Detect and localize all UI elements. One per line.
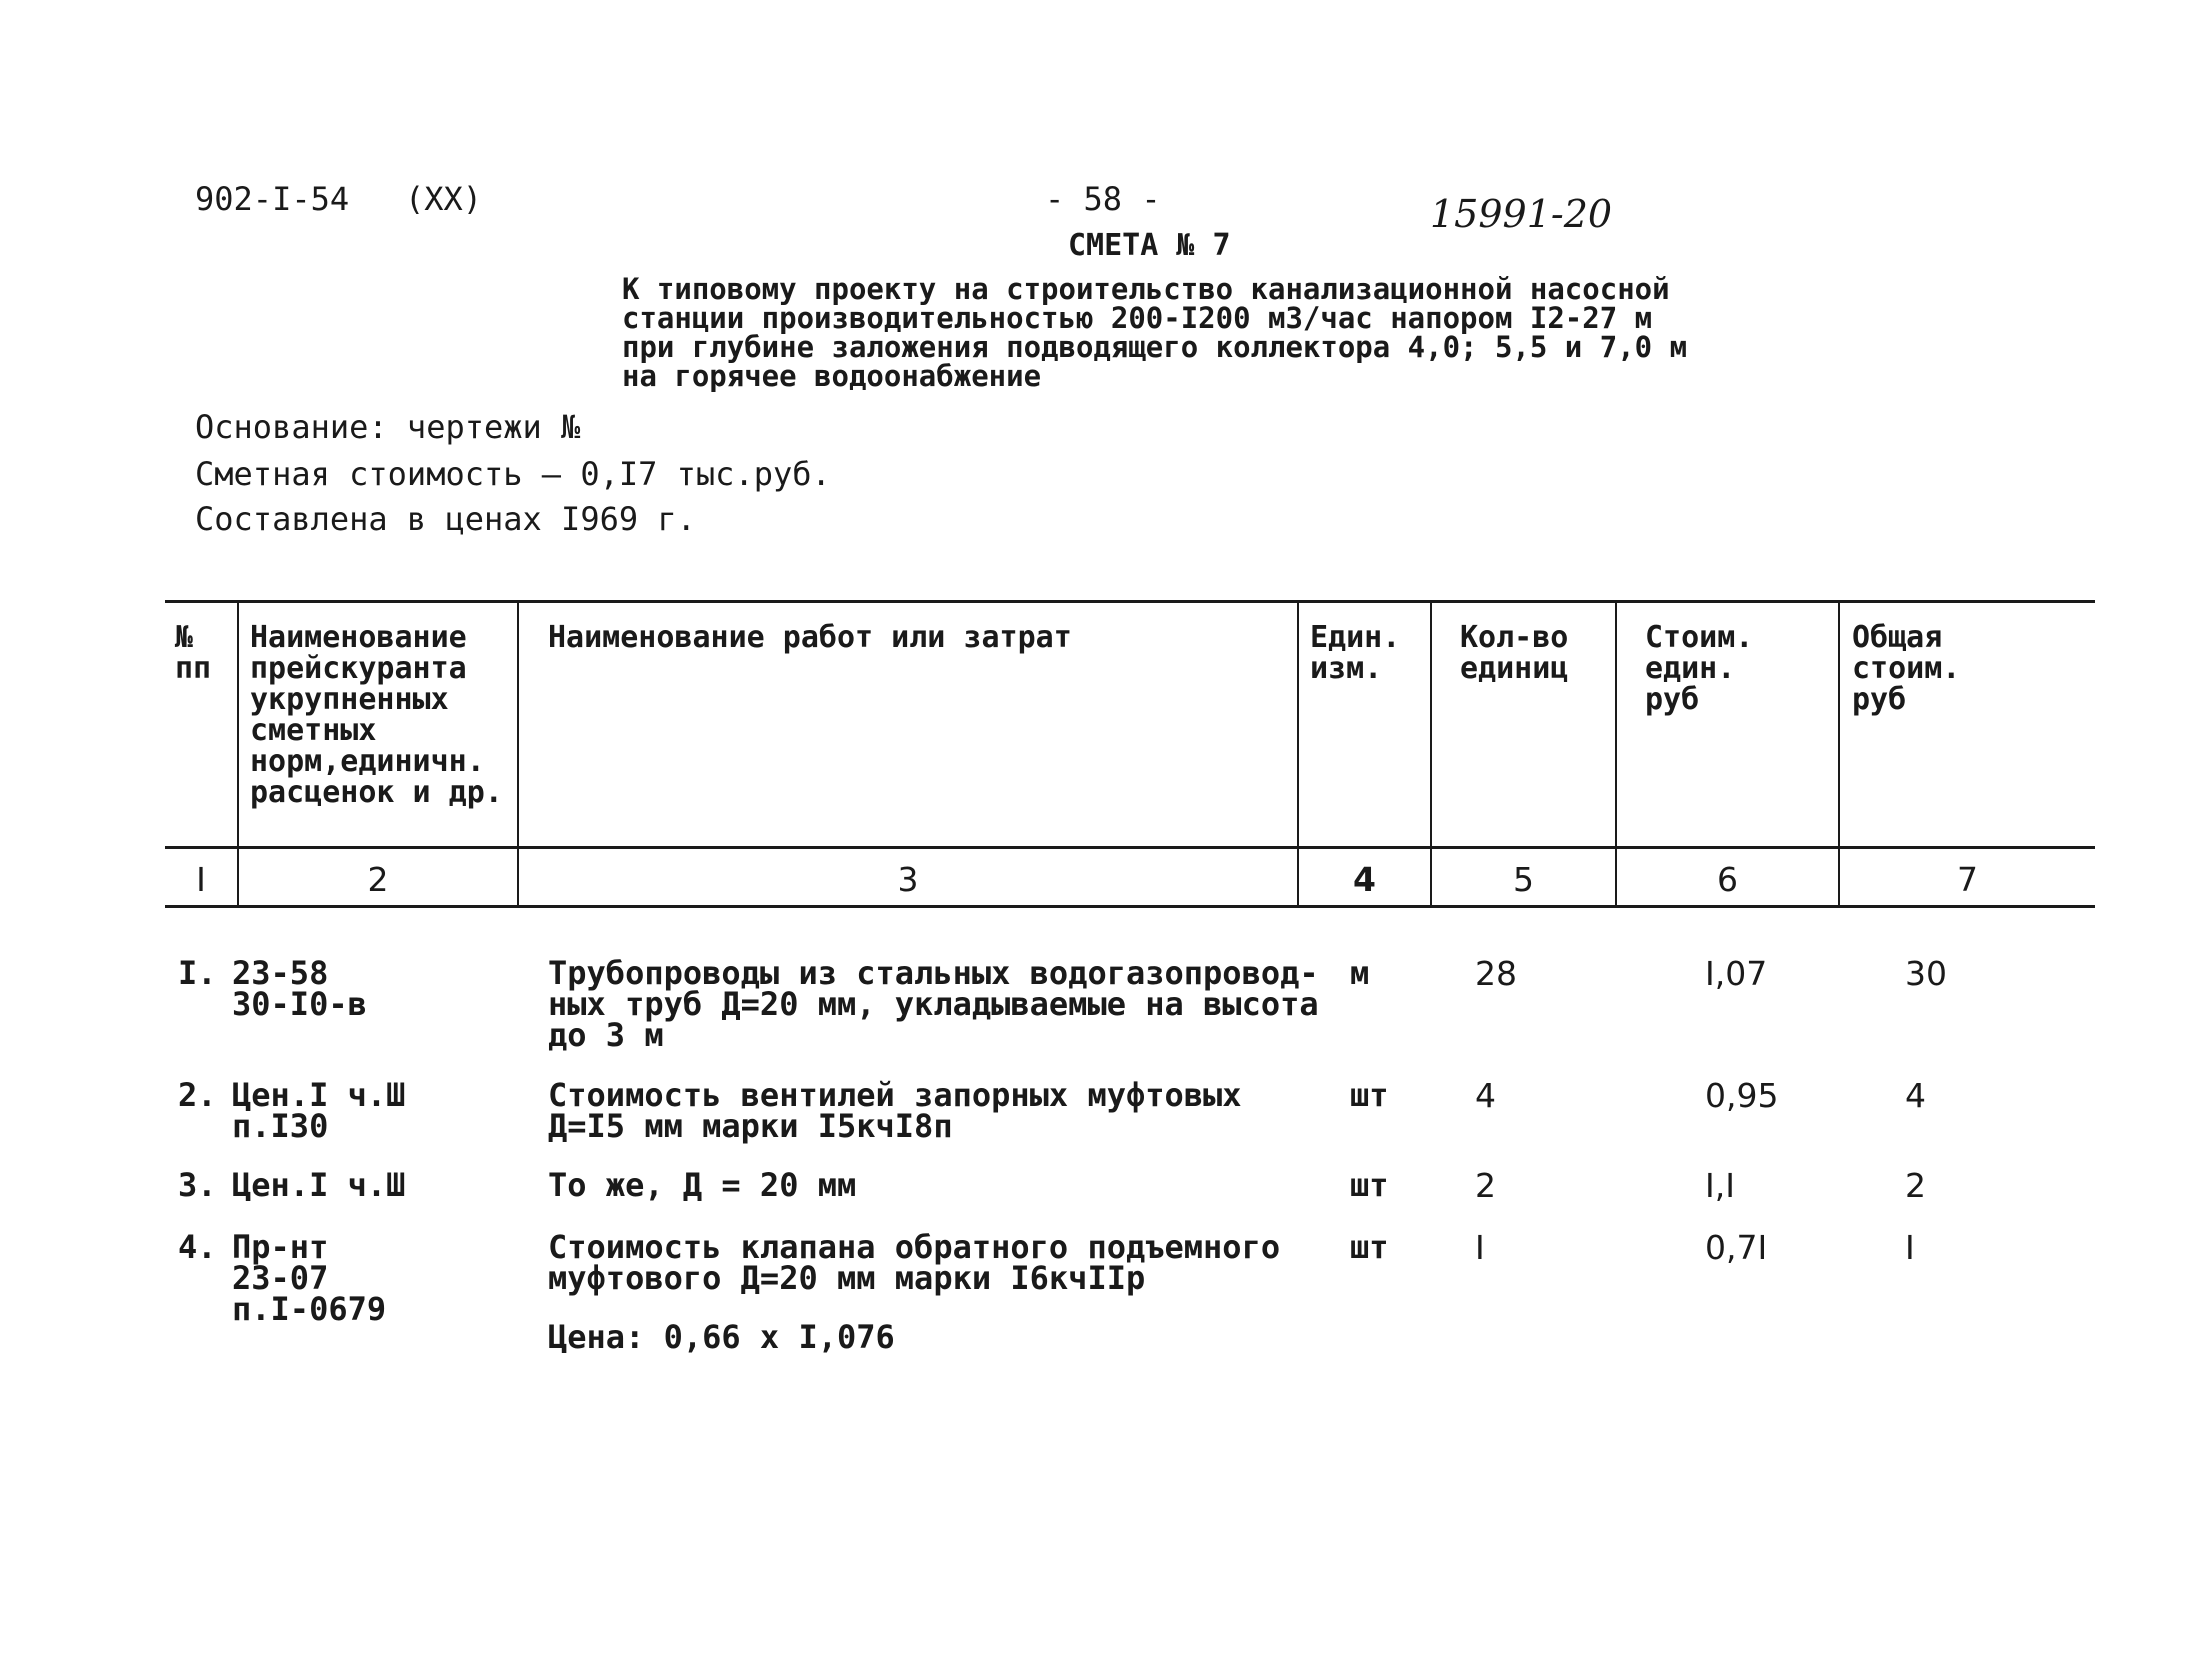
estimate-cost: Сметная стоимость – 0,I7 тыс.руб.: [195, 455, 831, 493]
row-total-cost: 4: [1905, 1076, 1926, 1115]
column-number: 7: [1957, 860, 1978, 899]
subtitle-line: К типовому проекту на строительство канализационной насосной: [622, 272, 1670, 306]
row-work-name: Стоимость клапана обратного подъемного муфтового Д=20 мм марки I6кчIIр: [548, 1228, 1281, 1297]
column-number: 5: [1513, 860, 1534, 899]
row-number: I.: [178, 954, 217, 992]
estimate-title: СМЕТА № 7: [1068, 228, 1231, 263]
row-unit-cost: 0,7I: [1705, 1228, 1768, 1267]
row-work-name: Стоимость вентилей запорных муфтовых Д=I5 мм марки I5кчI8п: [548, 1076, 1242, 1145]
row-unit-cost: I,I: [1705, 1166, 1735, 1205]
column-number: 3: [897, 860, 919, 899]
column-header-work-name: Наименование работ или затрат: [548, 620, 1072, 655]
page-number: - 58 -: [1045, 180, 1161, 218]
row-reference: Цен.I ч.Ш п.I30: [232, 1076, 406, 1145]
estimate-subtitle: [622, 272, 1688, 393]
column-header-total-cost: Общая стоим. руб: [1852, 620, 1961, 717]
column-header-number: № пп: [175, 620, 212, 686]
row-quantity: 2: [1475, 1166, 1496, 1205]
row-quantity: I: [1475, 1228, 1485, 1267]
row-total-cost: I: [1905, 1228, 1915, 1267]
row-reference: Пр-нт 23-07 п.I-0679: [232, 1228, 387, 1328]
subtitle-line: станции производительностью 200-I200 м3/час напором I2-27 м: [622, 301, 1653, 335]
row-reference: 23-58 30-I0-в: [232, 954, 367, 1023]
document-code: 902-I-54: [195, 180, 350, 218]
row-total-cost: 2: [1905, 1166, 1926, 1205]
row-reference: Цен.I ч.Ш: [232, 1166, 406, 1204]
column-header-reference: Наименование прейскуранта укрупненных сметных норм,единичн. расценок и др.: [250, 620, 503, 810]
handwritten-number: 15991-20: [1430, 192, 1613, 236]
table-header-rule: [165, 846, 2095, 849]
column-number: I: [196, 860, 206, 899]
row-number: 2.: [178, 1076, 217, 1114]
row-unit-cost: I,07: [1705, 954, 1768, 993]
row-quantity: 28: [1475, 954, 1517, 993]
column-number: 6: [1717, 860, 1738, 899]
row-unit: шт: [1350, 1228, 1389, 1266]
column-number: 2: [367, 860, 389, 899]
row-number: 4.: [178, 1228, 217, 1266]
price-note: Цена: 0,66 x I,076: [548, 1318, 895, 1356]
estimate-basis: Основание: чертежи №: [195, 408, 581, 446]
table-top-rule: [165, 600, 2095, 603]
row-total-cost: 30: [1905, 954, 1947, 993]
column-header-unit: Един. изм.: [1310, 620, 1401, 686]
column-header-unit-cost: Стоим. един. руб: [1645, 620, 1754, 717]
estimate-price-year: Составлена в ценах I969 г.: [195, 500, 696, 538]
table-number-rule: [165, 905, 2095, 908]
column-header-quantity: Кол-во единиц: [1460, 620, 1569, 686]
column-number: 4: [1353, 860, 1376, 899]
row-quantity: 4: [1475, 1076, 1496, 1115]
row-work-name: То же, Д = 20 мм: [548, 1166, 857, 1204]
subtitle-line: на горячее водоонабжение: [622, 359, 1042, 393]
row-unit-cost: 0,95: [1705, 1076, 1779, 1115]
row-unit: м: [1350, 954, 1370, 992]
row-unit: шт: [1350, 1076, 1389, 1114]
row-work-name: Трубопроводы из стальных водогазопровод- ных труб Д=20 мм, укладываемые на высота до 3 м: [548, 954, 1319, 1054]
document-series: (XX): [405, 180, 483, 218]
subtitle-line: при глубине заложения подводящего коллектора 4,0; 5,5 и 7,0 м: [622, 330, 1688, 364]
row-number: 3.: [178, 1166, 217, 1204]
row-unit: шт: [1350, 1166, 1389, 1204]
